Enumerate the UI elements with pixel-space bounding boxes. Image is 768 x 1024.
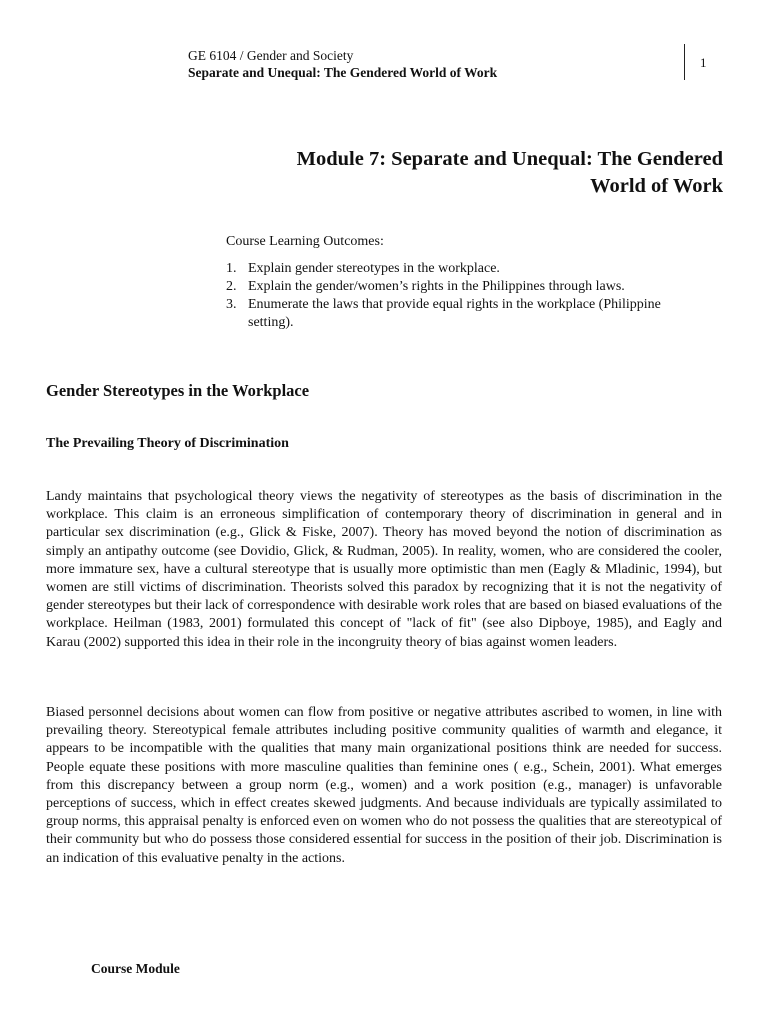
- outcome-item: [226, 260, 706, 278]
- outcome-number: 1.: [226, 261, 237, 276]
- outcomes-heading: Course Learning Outcomes:: [226, 234, 384, 249]
- header-subtitle: Separate and Unequal: The Gendered World of Work: [188, 65, 498, 80]
- outcome-text: Enumerate the laws that provide equal rights in the workplace (Philippine setting).: [248, 297, 661, 330]
- page-number: 1: [700, 55, 707, 70]
- outcome-number: 3.: [226, 297, 237, 312]
- module-title: [200, 146, 723, 200]
- module-title-line-2: World of Work: [590, 175, 723, 197]
- running-header: [188, 47, 658, 81]
- outcome-text: Explain the gender/women’s rights in the Philippines through laws.: [248, 279, 625, 294]
- subsection-heading: The Prevailing Theory of Discrimination: [46, 436, 289, 451]
- outcome-item: [226, 296, 706, 332]
- course-code: GE 6104 / Gender and Society: [188, 48, 354, 63]
- body-paragraph: Biased personnel decisions about women can flow from positive or negative attributes ascribed to women, in line with prevailing theory. Stereotypical female attributes including positive community qualities of warmth and elegance, it appears to be incompatible with the qualities that many main organizational positions think are needed for success. People equate these positions with more masculine qualities than feminine ones ( e.g., Schein, 2001). What emerges from this discrepancy between a group norm (e.g., women) and a work position (e.g., manager) is unfavorable perceptions of success, which in effect creates skewed judgments. And because individuals are typically assimilated to group norms, this appraisal penalty is enforced even on women who do not possess the qualities that are stereotypical of their community but who do possess those considered essential for success in the position of their job. Discrimination is an indication of this evaluative penalty in the actions.: [46, 705, 722, 866]
- section-heading: Gender Stereotypes in the Workplace: [46, 381, 310, 400]
- outcome-text: Explain gender stereotypes in the workplace.: [248, 261, 500, 276]
- outcomes-list: [226, 260, 706, 332]
- module-title-line-1: Module 7: Separate and Unequal: The Gendered: [296, 148, 723, 170]
- header-divider: [684, 44, 685, 80]
- page-footer: Course Module: [91, 961, 180, 976]
- body-paragraph: Landy maintains that psychological theory views the negativity of stereotypes as the basis of discrimination in the workplace. This claim is an erroneous simplification of contemporary theory of discrimination in general and in particular sex discrimination (e.g., Glick & Fiske, 2007). Theory has moved beyond the notion of discrimination as simply an antipathy outcome (see Dovidio, Glick, & Rudman, 2005). In reality, women, who are considered the cooler, more immature sex, have a cultural stereotype that is usually more optimistic than men (Eagly & Mladinic, 1994), but women are still victims of discrimination. Theorists solved this paradox by recognizing that it is not the negativity of gender stereotypes but their lack of correspondence with desirable work roles that are based on biased evaluations of the workplace. Heilman (1983, 2001) formulated this concept of "lack of fit" (see also Dipboye, 1985), and Eagly and Karau (2002) supported this idea in their role in the incongruity theory of bias against women leaders.: [46, 489, 722, 650]
- outcome-number: 2.: [226, 279, 237, 294]
- outcome-item: [226, 278, 706, 296]
